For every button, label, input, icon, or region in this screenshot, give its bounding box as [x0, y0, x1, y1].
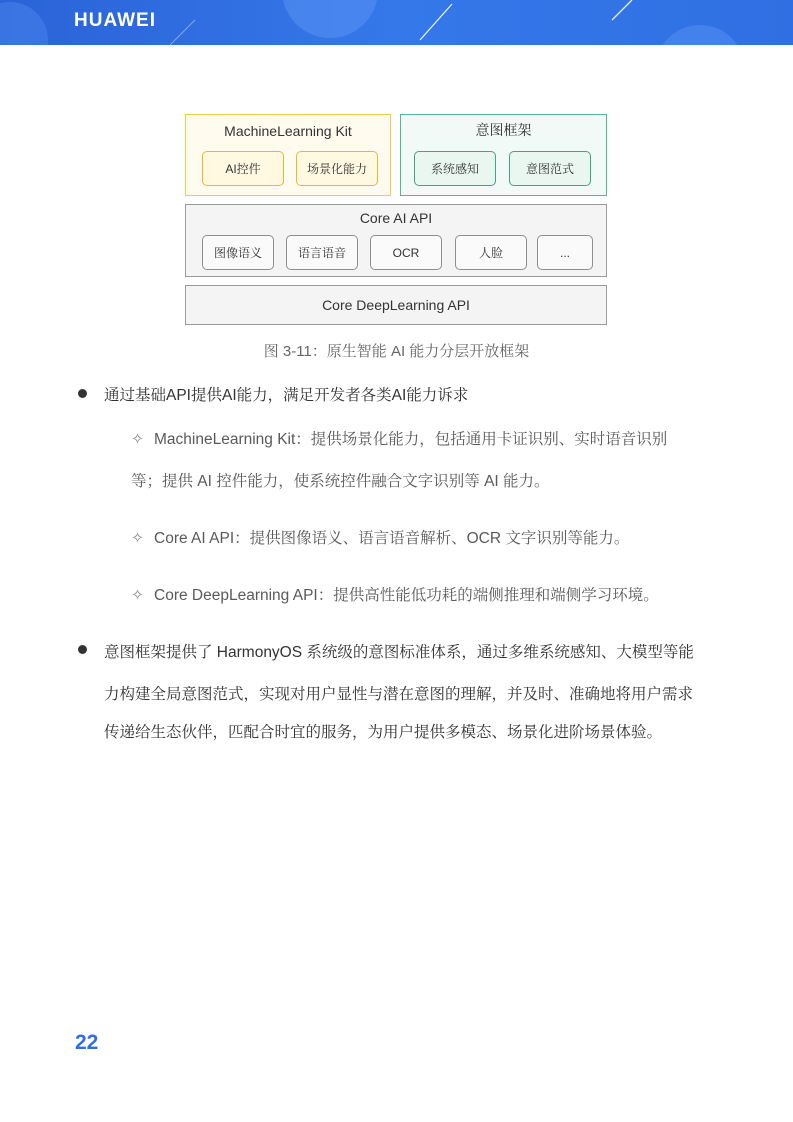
bullet-dot: [78, 645, 87, 654]
sub-bullet-ml-kit: [131, 427, 667, 449]
intent-item-paradigm: 意图范式: [509, 151, 591, 186]
core-ai-item-face: 人脸: [455, 235, 527, 270]
intent-item-system-perception: 系统感知: [414, 151, 496, 186]
bullet-2-line2: 力构建全局意图范式，实现对用户显性与潜在意图的理解，并及时、准确地将用户需求: [104, 686, 694, 703]
intent-framework-box: [400, 114, 607, 196]
diamond-icon: ✧: [131, 431, 144, 448]
framework-diagram: [0, 0, 793, 340]
core-deeplearning-api-title: Core DeepLearning API: [322, 297, 470, 313]
ml-kit-item-ai-control: AI控件: [202, 151, 284, 186]
core-ai-api-box: [185, 204, 607, 277]
sub-bullet-core-ai: [131, 526, 629, 548]
sub-bullet-ml-kit-line2: 等；提供 AI 控件能力，使系统控件融合文字识别等 AI 能力。: [131, 473, 550, 490]
core-ai-api-title: Core AI API: [359, 210, 433, 226]
core-ai-item-image-semantics: 图像语义: [202, 235, 274, 270]
core-ai-item-more: ...: [537, 235, 593, 270]
sub-bullet-core-dl-line1: Core DeepLearning API：提供高性能低功耗的端侧推理和端侧学习环境。: [154, 587, 659, 604]
bullet-2-line1: 意图框架提供了 HarmonyOS 系统级的意图标准体系，通过多维系统感知、大模型等能: [104, 644, 694, 661]
core-ai-item-speech: 语言语音: [286, 235, 358, 270]
ml-kit-item-scenario: 场景化能力: [296, 151, 378, 186]
diamond-icon: ✧: [131, 587, 144, 604]
sub-bullet-core-dl: [131, 583, 659, 605]
diamond-icon: ✧: [131, 530, 144, 547]
figure-caption: 图 3-11：原生智能 AI 能力分层开放框架: [263, 343, 530, 360]
bullet-dot: [78, 389, 87, 398]
bullet-2-line3: 传递给生态伙伴，匹配合时宜的服务，为用户提供多模态、场景化进阶场景体验。: [104, 724, 663, 741]
core-deeplearning-api-box: [185, 285, 607, 325]
sub-bullet-ml-kit-line1: MachineLearning Kit：提供场景化能力，包括通用卡证识别、实时语音识别: [154, 431, 668, 448]
core-ai-item-ocr: OCR: [370, 235, 442, 270]
sub-bullet-core-ai-line1: Core AI API：提供图像语义、语言语音解析、OCR 文字识别等能力。: [154, 530, 630, 547]
page-number: 22: [75, 1031, 99, 1054]
intent-framework-title: 意图框架: [475, 122, 532, 138]
ml-kit-box: [185, 114, 391, 196]
bullet-1-text: 通过基础API提供AI能力，满足开发者各类AI能力诉求: [104, 387, 469, 404]
ml-kit-title: MachineLearning Kit: [224, 123, 352, 139]
brand-logo-text: HUAWEI: [74, 10, 156, 31]
